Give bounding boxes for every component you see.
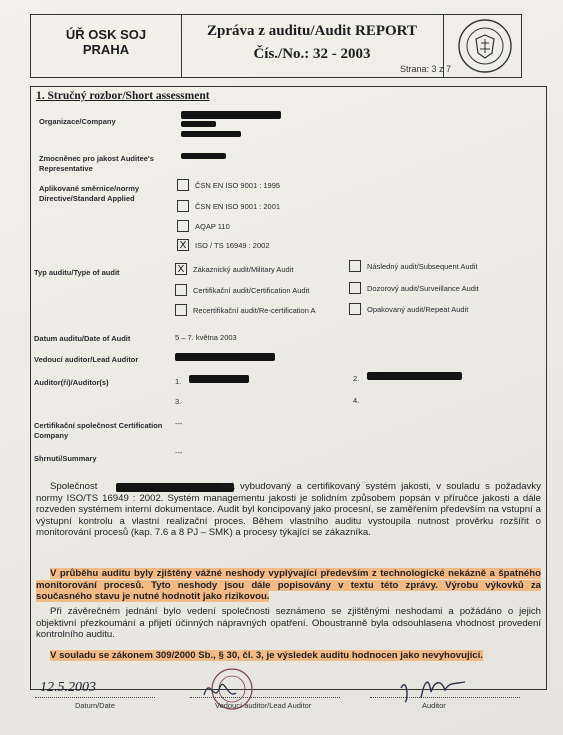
label-lead-auditor: Vedoucí auditor/Lead Auditor [34, 355, 139, 364]
organization-name [31, 27, 181, 57]
footer-auditor-label: Auditor [422, 701, 446, 710]
checkbox-csn-iso-9001-2001[interactable] [177, 200, 189, 212]
label-auditors: Auditor(ři)/Auditor(s) [34, 378, 109, 387]
page-number: Strana: 3 z 7 [400, 64, 452, 74]
checkbox-csn-iso-9001-1995[interactable] [177, 179, 189, 191]
org-line-1: ÚŘ OSK SOJ [65, 27, 147, 42]
redaction-bar [175, 353, 275, 361]
label-summary: Shrnutí/Summary [34, 454, 97, 463]
audit-type-option: Certifikační audit/Certification Audit [193, 286, 310, 295]
checkbox-iso-ts-16949[interactable]: X [177, 239, 189, 251]
footer-lead-auditor-label: Vedoucí auditor/Lead Auditor [215, 701, 312, 710]
label-certification-company: Certifikační společnost Certification Company [34, 421, 163, 440]
auditor-number: 4. [353, 396, 360, 405]
audit-type-option: Dozorový audit/Surveillance Audit [367, 284, 479, 293]
auditor-number: 1. [175, 377, 182, 386]
audit-type-option: Recertifikační audit/Re-certification A [193, 306, 316, 315]
audit-type-option: Následný audit/Subsequent Audit [367, 262, 478, 271]
standard-option: ČSN EN ISO 9001 : 2001 [195, 202, 281, 211]
checkbox-recertification-audit[interactable] [175, 304, 187, 316]
standard-option: ISO / TS 16949 : 2002 [195, 241, 270, 250]
label-organization: Organizace/Company [39, 117, 116, 126]
checkbox-aqap-110[interactable] [177, 220, 189, 232]
report-number: Čís./No.: 32 - 2003 [253, 46, 371, 62]
checkbox-subsequent-audit[interactable] [349, 260, 361, 272]
checkbox-military-audit[interactable]: X [175, 263, 187, 275]
section-title: 1. Stručný rozbor/Short assessment [36, 90, 210, 102]
official-seal-icon [456, 17, 514, 75]
label-audit-type: Typ auditu/Type of audit [34, 268, 120, 277]
report-title: Zpráva z auditu/Audit REPORT [207, 23, 417, 39]
checkbox-repeat-audit[interactable] [349, 303, 361, 315]
signature-line [35, 697, 155, 698]
redaction-bar [367, 372, 462, 380]
audit-type-option: Zákaznický audit/Military Audit [193, 265, 294, 274]
certification-company-value: --- [175, 419, 183, 428]
redaction-bar [189, 375, 249, 383]
label-audit-date: Datum auditu/Date of Audit [34, 334, 131, 343]
label-representative: Zmocněnec pro jakost Auditee's Representative [39, 154, 154, 173]
auditor-number: 2. [353, 374, 360, 383]
label-applied-standards: Aplikované směrnice/normy Directive/Standard Applied [39, 184, 140, 203]
redaction-bar [181, 121, 216, 127]
handwritten-date: 12.5.2003 [40, 680, 96, 695]
redaction-bar [181, 111, 281, 119]
redaction-bar [181, 131, 241, 137]
summary-paragraph-1: Společnost má vybudovaný a certifikovaný systém jakosti, v souladu s požadavky normy ISO/TS 16949 : 2002. Systém managementu jakosti je solidním způsobem popsán v příručce jakosti a dále rozveden systémem interní dokumentace. Audit byl koncipovaný jako procesní, se zaměřením především na vstupní a výstupní kontrolu a vlastní realizační proces. Během vlastního auditu vystoupila nutnost prověrku rozšířit o monitorování procesů (kap. 7.6 a 8 PJ – SMK) a procesy týkající se zákazníka. [36, 481, 541, 539]
audit-type-option: Opakovaný audit/Repeat Audit [367, 305, 469, 314]
summary-paragraph-2-highlighted: V průběhu auditu byly zjištěny vážné neshody vyplývající především z technologické nekázně a špatného monitorování procesů. Tyto neshody jsou dále popisovány v textu této zprávy. Výrobu výkovků za současného stavu je nutné hodnotit jako rizikovou. [36, 568, 541, 603]
summary-value: --- [175, 448, 183, 457]
conclusion-highlighted: V souladu se zákonem 309/2000 Sb., § 30, čl. 3, je výsledek auditu hodnocen jako nevyhovující. [50, 650, 483, 661]
standard-option: AQAP 110 [195, 222, 230, 231]
auditor-number: 3. [175, 397, 182, 406]
audit-date-value: 5 – 7. května 2003 [175, 333, 237, 342]
footer-date-label: Datum/Date [75, 701, 116, 710]
checkbox-surveillance-audit[interactable] [349, 282, 361, 294]
assessment-section [30, 86, 547, 690]
org-line-2: PRAHA [82, 42, 130, 57]
standard-option: ČSN EN ISO 9001 : 1995 [195, 181, 281, 190]
redaction-bar [181, 153, 226, 159]
summary-paragraph-3: Při závěrečném jednání bylo vedení společnosti seznámeno se zjištěnými neshodami a požádáno o jejich objektivní přezkoumání a přijetí účinných nápravných opatření. Oboustranně byla odsouhlasena vhodnost provedení kontrolního auditu. [36, 606, 541, 641]
checkbox-certification-audit[interactable] [175, 284, 187, 296]
